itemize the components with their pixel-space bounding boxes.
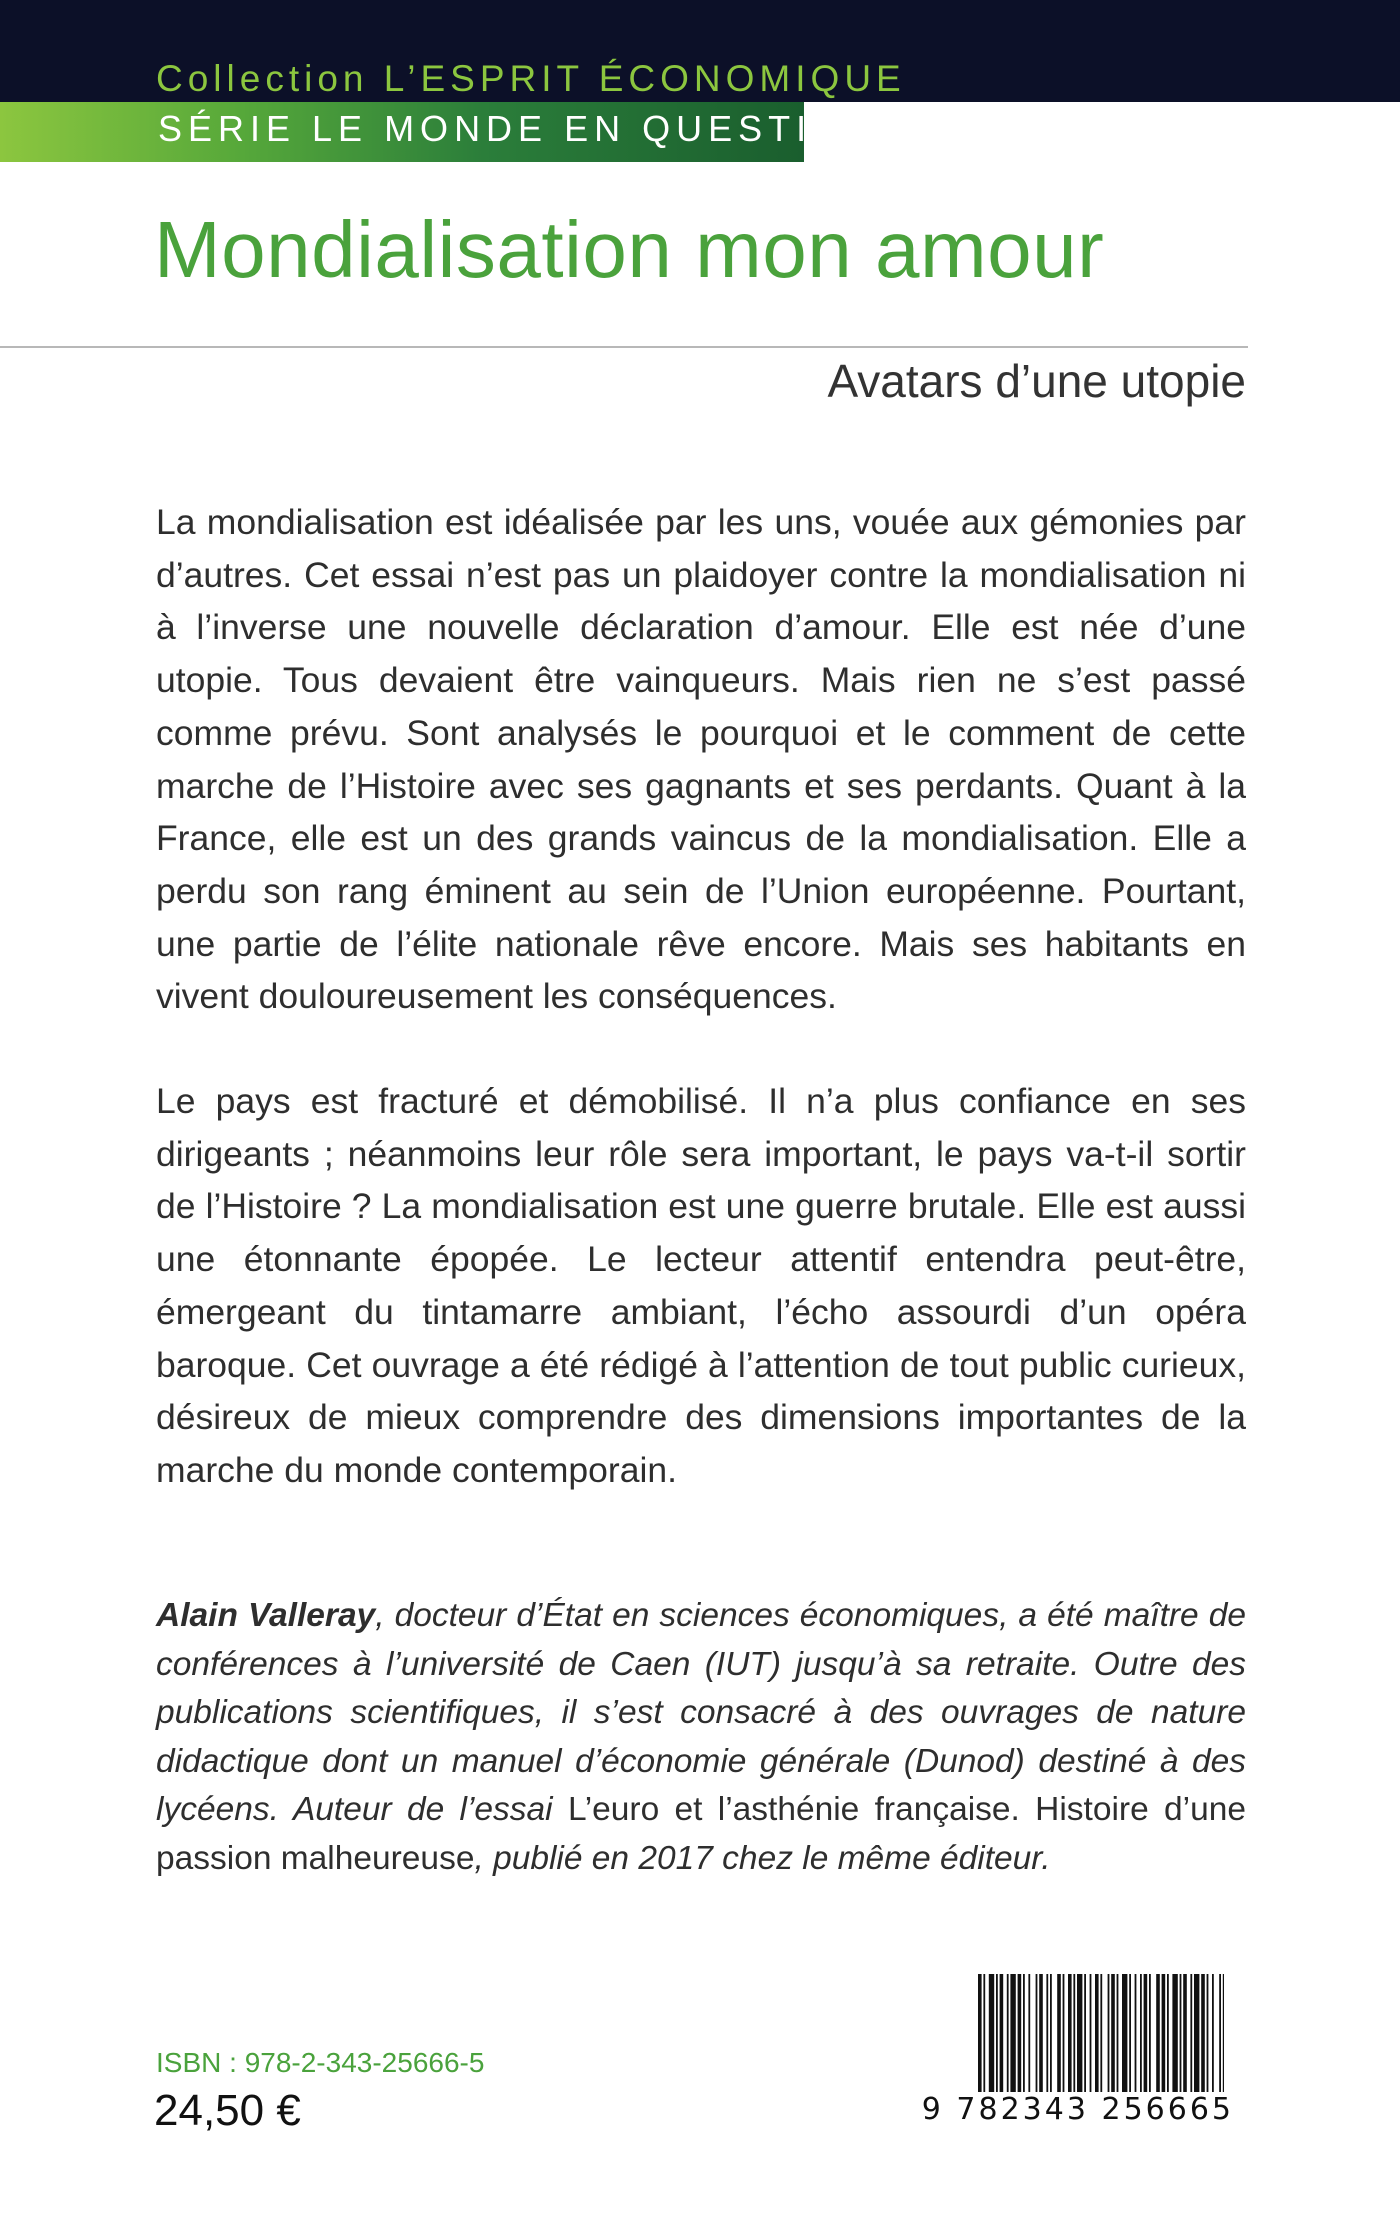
barcode-bar: [1194, 1974, 1199, 2092]
blurb-paragraph-2: Le pays est fracturé et démobilisé. Il n’a plus confiance en ses dirigeants ; néanmoins leur rôle sera important, le pays va-t-il sortir de l’Histoire ? La mondialisation est une guerre brutale. Elle est aussi une étonnante épopée. Le lecteur attentif entendra peut-être, émergeant du tintamarre ambiant, l’écho assourdi d’un opéra baroque. Cet ouvrage a été rédigé à l’attention de tout public curieux, désireux de mieux comprendre des dimensions importantes de la marche du monde contemporain.: [156, 1081, 1246, 1490]
barcode-bar: [1010, 1974, 1015, 2092]
collection-name: Collection L’ESPRIT ÉCONOMIQUE: [156, 58, 906, 99]
barcode-bar: [1108, 1974, 1110, 2092]
barcode-bar: [1207, 1974, 1209, 2092]
barcode-bar: [1149, 1974, 1151, 2092]
barcode-bar: [1156, 1974, 1160, 2092]
barcode-bar: [1018, 1974, 1022, 2092]
barcode-bar: [1201, 1974, 1205, 2092]
barcode-bar: [1095, 1974, 1099, 2092]
barcode-bar: [978, 1974, 982, 2092]
barcode-bar: [989, 1974, 994, 2092]
barcode-bar: [1100, 1974, 1102, 2092]
author-bio-text-end: , publié en 2017 chez le même éditeur.: [474, 1839, 1051, 1877]
title-divider: [0, 346, 1248, 348]
barcode-bar: [1036, 1974, 1038, 2092]
isbn: ISBN : 978-2-343-25666-5: [156, 2047, 485, 2078]
barcode-bar: [1111, 1974, 1115, 2092]
author-bio: [156, 1592, 1246, 1883]
barcode: [968, 1970, 1234, 2170]
barcode-bar: [996, 1974, 998, 2092]
price: 24,50 €: [154, 2086, 301, 2135]
barcode-bar: [1117, 1974, 1119, 2092]
barcode-bar: [1039, 1974, 1043, 2092]
book-subtitle: Avatars d’une utopie: [827, 355, 1246, 407]
barcode-bar: [1129, 1974, 1131, 2092]
author-name: Alain Valleray: [156, 1597, 376, 1634]
barcode-bar: [983, 1974, 985, 2092]
barcode-bar: [1135, 1974, 1137, 2092]
barcode-bar: [1077, 1974, 1082, 2092]
barcode-bar: [1172, 1974, 1177, 2092]
barcode-bar: [1180, 1974, 1182, 2092]
author-bio-text: , docteur d’État en sciences économiques, a été maître de conférences à l’université de Caen (IUT) jusqu’à sa retraite. Outre des publications scientifiques, il s’est consacré à des ouvrages de nature didactique dont un manuel d’économie générale (Dunod) destiné à des lycéens. Auteur de l’essai: [156, 1597, 1246, 1828]
barcode-bar: [1162, 1974, 1166, 2092]
barcode-bar: [1183, 1974, 1187, 2092]
barcode-bar: [1046, 1974, 1048, 2092]
barcode-bar: [1063, 1974, 1065, 2092]
blurb-paragraph-1: La mondialisation est idéalisée par les uns, vouée aux gémonies par d’autres. Cet essai n’est pas un plaidoyer contre la mondialisation ni à l’inverse une nouvelle déclaration d’amour. Elle est née d’une utopie. Tous devaient être vainqueurs. Mais rien ne s’est passé comme prévu. Sont analysés le pourquoi et le comment de cette marche de l’Histoire avec ses gagnants et ses perdants. Quant à la France, elle est un des grands vaincus de la mondialisation. Elle a perdu son rang éminent au sein de l’Union européenne. Pourtant, une partie de l’élite nationale rêve encore. Mais ses habitants en vivent douloureusement les conséquences.: [156, 502, 1246, 1017]
barcode-bar: [1068, 1974, 1072, 2092]
essay-title: L’euro et l’asthénie française. Histoire d’une passion malheureuse: [156, 1791, 1246, 1877]
barcode-bar: [1190, 1974, 1192, 2092]
barcode-bar: [1023, 1974, 1025, 2092]
book-title: Mondialisation mon amour: [154, 205, 1105, 294]
barcode-bar: [1090, 1974, 1092, 2092]
barcode-bar: [1000, 1974, 1004, 2092]
barcode-bar: [1084, 1974, 1086, 2092]
barcode-bar: [1057, 1974, 1061, 2092]
barcode-bars: [978, 1974, 1224, 2092]
barcode-bar: [1144, 1974, 1148, 2092]
barcode-bar: [1223, 1974, 1224, 2092]
barcode-bar: [1167, 1974, 1169, 2092]
barcode-bar: [1122, 1974, 1127, 2092]
barcode-digits: 9 782343 256665: [921, 2092, 1234, 2127]
barcode-bar: [1219, 1974, 1221, 2092]
barcode-bar: [1028, 1974, 1030, 2092]
barcode-bar: [1073, 1974, 1075, 2092]
barcode-bar: [1212, 1974, 1214, 2092]
series-name: SÉRIE LE MONDE EN QUESTION: [158, 108, 879, 149]
barcode-bar: [1140, 1974, 1142, 2092]
barcode-bar: [1007, 1974, 1009, 2092]
barcode-bar: [1050, 1974, 1052, 2092]
